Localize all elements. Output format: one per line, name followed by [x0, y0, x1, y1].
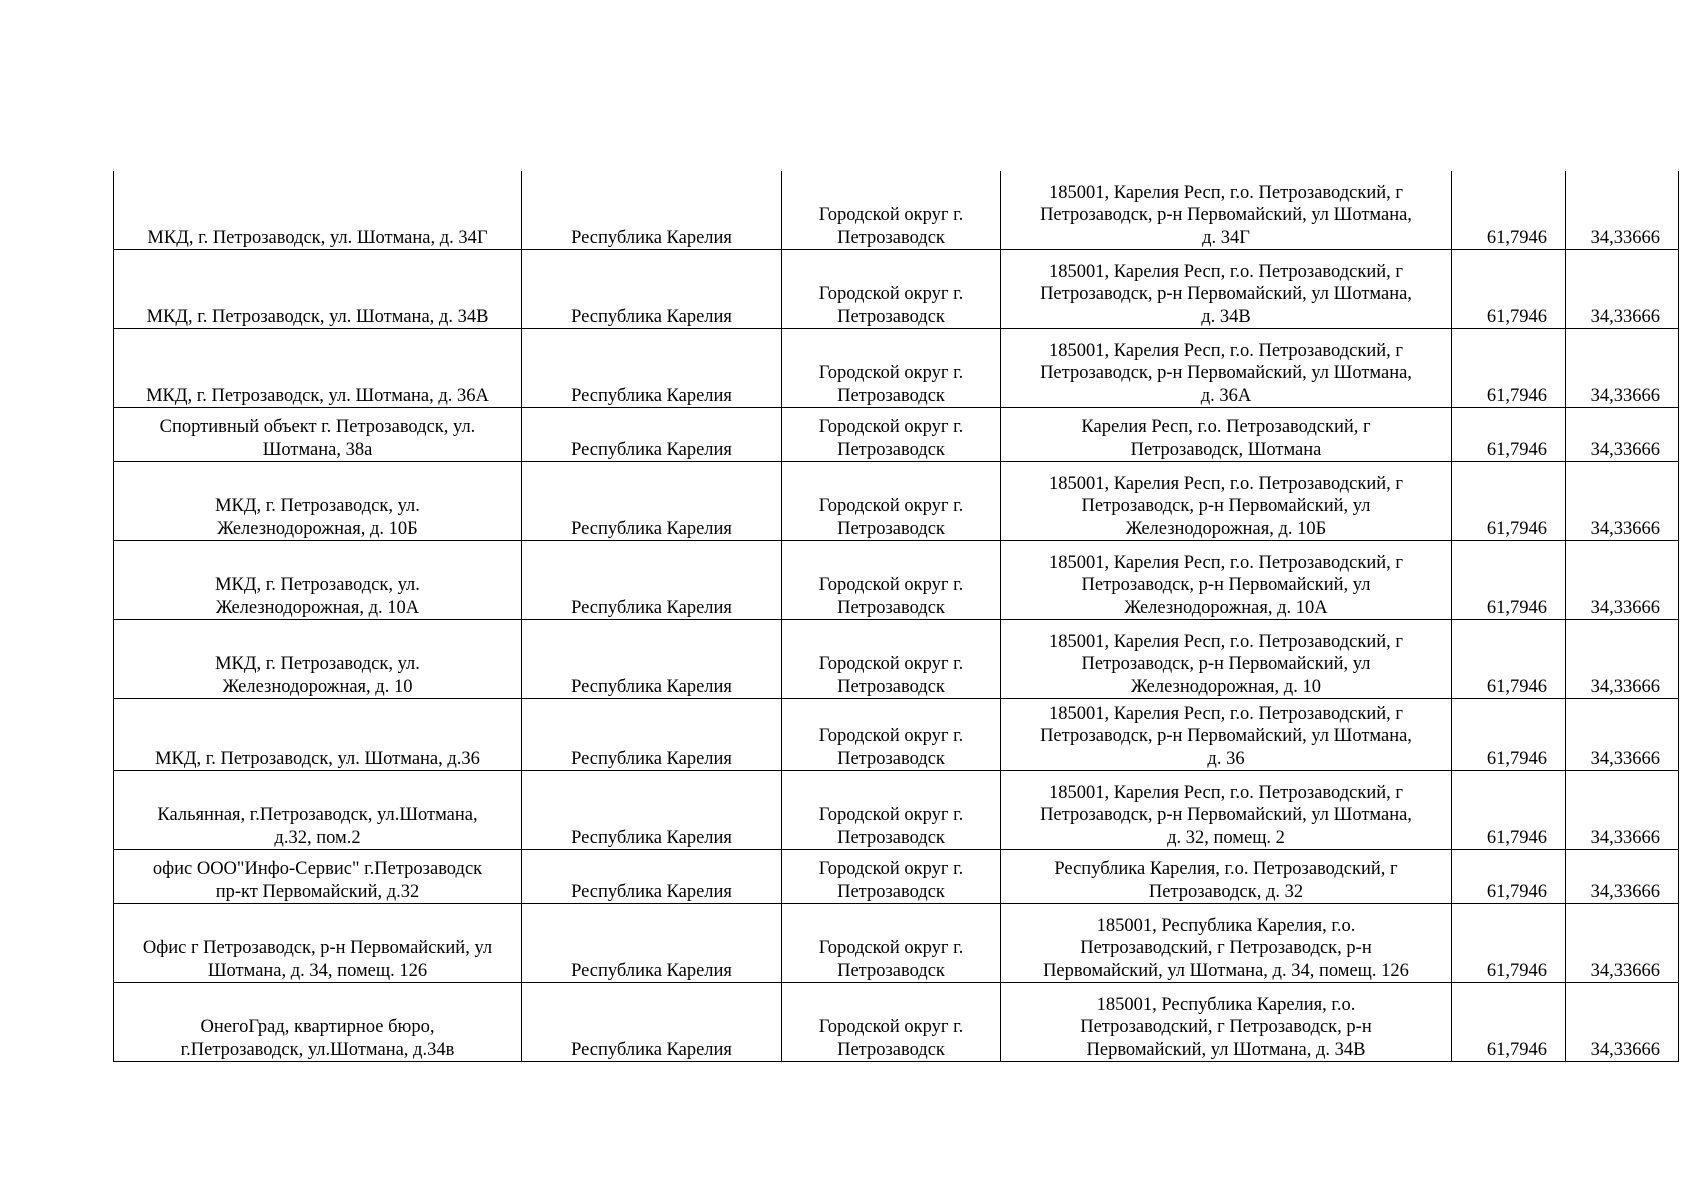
region-cell: Республика Карелия — [522, 983, 782, 1062]
objects-table — [113, 171, 1679, 1062]
region-cell: Республика Карелия — [522, 904, 782, 983]
address-cell: 185001, Карелия Респ, г.о. Петрозаводский, г Петрозаводск, р-н Первомайский, ул Шотмана, д. 32, помещ. 2 — [1001, 771, 1452, 850]
longitude-cell: 34,33666 — [1566, 329, 1679, 408]
table-row — [114, 329, 1679, 408]
address-cell: 185001, Карелия Респ, г.о. Петрозаводский, г Петрозаводск, р-н Первомайский, ул Шотмана, д. 36А — [1001, 329, 1452, 408]
region-cell: Республика Карелия — [522, 171, 782, 250]
latitude-cell: 61,7946 — [1452, 462, 1566, 541]
object-name-cell: МКД, г. Петрозаводск, ул. Шотмана, д. 34Г — [114, 171, 522, 250]
table-row — [114, 462, 1679, 541]
object-name-cell: ОнегоГрад, квартирное бюро, г.Петрозаводск, ул.Шотмана, д.34в — [114, 983, 522, 1062]
municipality-cell: Городской округ г. Петрозаводск — [782, 541, 1001, 620]
latitude-cell: 61,7946 — [1452, 408, 1566, 462]
object-name-cell: офис ООО"Инфо-Сервис" г.Петрозаводск пр-кт Первомайский, д.32 — [114, 850, 522, 904]
municipality-cell: Городской округ г. Петрозаводск — [782, 983, 1001, 1062]
municipality-cell: Городской округ г. Петрозаводск — [782, 620, 1001, 699]
object-name-cell: Кальянная, г.Петрозаводск, ул.Шотмана, д.32, пом.2 — [114, 771, 522, 850]
municipality-cell: Городской округ г. Петрозаводск — [782, 904, 1001, 983]
municipality-cell: Городской округ г. Петрозаводск — [782, 699, 1001, 771]
municipality-cell: Городской округ г. Петрозаводск — [782, 771, 1001, 850]
region-cell: Республика Карелия — [522, 329, 782, 408]
object-name-cell: МКД, г. Петрозаводск, ул. Шотмана, д.36 — [114, 699, 522, 771]
address-cell: 185001, Карелия Респ, г.о. Петрозаводский, г Петрозаводск, р-н Первомайский, ул Железнодорожная, д. 10Б — [1001, 462, 1452, 541]
municipality-cell: Городской округ г. Петрозаводск — [782, 850, 1001, 904]
longitude-cell: 34,33666 — [1566, 904, 1679, 983]
region-cell: Республика Карелия — [522, 541, 782, 620]
address-cell: 185001, Карелия Респ, г.о. Петрозаводский, г Петрозаводск, р-н Первомайский, ул Железнодорожная, д. 10А — [1001, 541, 1452, 620]
address-cell: 185001, Карелия Респ, г.о. Петрозаводский, г Петрозаводск, р-н Первомайский, ул Шотмана, д. 34Г — [1001, 171, 1452, 250]
longitude-cell: 34,33666 — [1566, 171, 1679, 250]
table-row — [114, 904, 1679, 983]
address-cell: Республика Карелия, г.о. Петрозаводский, г Петрозаводск, д. 32 — [1001, 850, 1452, 904]
address-cell: 185001, Республика Карелия, г.о. Петрозаводский, г Петрозаводск, р-н Первомайский, ул Шотмана, д. 34В — [1001, 983, 1452, 1062]
longitude-cell: 34,33666 — [1566, 250, 1679, 329]
longitude-cell: 34,33666 — [1566, 462, 1679, 541]
table-row — [114, 541, 1679, 620]
document-page — [113, 171, 1679, 1062]
latitude-cell: 61,7946 — [1452, 983, 1566, 1062]
table-row — [114, 250, 1679, 329]
object-name-cell: МКД, г. Петрозаводск, ул. Шотмана, д. 36А — [114, 329, 522, 408]
latitude-cell: 61,7946 — [1452, 620, 1566, 699]
municipality-cell: Городской округ г. Петрозаводск — [782, 250, 1001, 329]
region-cell: Республика Карелия — [522, 699, 782, 771]
table-row — [114, 620, 1679, 699]
table-row — [114, 408, 1679, 462]
address-cell: Карелия Респ, г.о. Петрозаводский, г Петрозаводск, Шотмана — [1001, 408, 1452, 462]
table-row — [114, 983, 1679, 1062]
municipality-cell: Городской округ г. Петрозаводск — [782, 462, 1001, 541]
region-cell: Республика Карелия — [522, 620, 782, 699]
address-cell: 185001, Карелия Респ, г.о. Петрозаводский, г Петрозаводск, р-н Первомайский, ул Шотмана, д. 34В — [1001, 250, 1452, 329]
longitude-cell: 34,33666 — [1566, 983, 1679, 1062]
latitude-cell: 61,7946 — [1452, 541, 1566, 620]
latitude-cell: 61,7946 — [1452, 850, 1566, 904]
address-cell: 185001, Республика Карелия, г.о. Петрозаводский, г Петрозаводск, р-н Первомайский, ул Шотмана, д. 34, помещ. 126 — [1001, 904, 1452, 983]
longitude-cell: 34,33666 — [1566, 699, 1679, 771]
address-cell: 185001, Карелия Респ, г.о. Петрозаводский, г Петрозаводск, р-н Первомайский, ул Железнодорожная, д. 10 — [1001, 620, 1452, 699]
longitude-cell: 34,33666 — [1566, 771, 1679, 850]
object-name-cell: МКД, г. Петрозаводск, ул. Железнодорожная, д. 10А — [114, 541, 522, 620]
object-name-cell: МКД, г. Петрозаводск, ул. Шотмана, д. 34В — [114, 250, 522, 329]
latitude-cell: 61,7946 — [1452, 904, 1566, 983]
latitude-cell: 61,7946 — [1452, 329, 1566, 408]
object-name-cell: Офис г Петрозаводск, р-н Первомайский, ул Шотмана, д. 34, помещ. 126 — [114, 904, 522, 983]
region-cell: Республика Карелия — [522, 850, 782, 904]
municipality-cell: Городской округ г. Петрозаводск — [782, 408, 1001, 462]
table-body — [114, 171, 1679, 1062]
table-row — [114, 171, 1679, 250]
table-row — [114, 850, 1679, 904]
region-cell: Республика Карелия — [522, 250, 782, 329]
table-row — [114, 699, 1679, 771]
object-name-cell: МКД, г. Петрозаводск, ул. Железнодорожная, д. 10 — [114, 620, 522, 699]
longitude-cell: 34,33666 — [1566, 620, 1679, 699]
longitude-cell: 34,33666 — [1566, 850, 1679, 904]
region-cell: Республика Карелия — [522, 462, 782, 541]
object-name-cell: Спортивный объект г. Петрозаводск, ул. Шотмана, 38а — [114, 408, 522, 462]
longitude-cell: 34,33666 — [1566, 541, 1679, 620]
table-row — [114, 771, 1679, 850]
address-cell: 185001, Карелия Респ, г.о. Петрозаводский, г Петрозаводск, р-н Первомайский, ул Шотмана, д. 36 — [1001, 699, 1452, 771]
latitude-cell: 61,7946 — [1452, 771, 1566, 850]
longitude-cell: 34,33666 — [1566, 408, 1679, 462]
object-name-cell: МКД, г. Петрозаводск, ул. Железнодорожная, д. 10Б — [114, 462, 522, 541]
municipality-cell: Городской округ г. Петрозаводск — [782, 329, 1001, 408]
latitude-cell: 61,7946 — [1452, 699, 1566, 771]
region-cell: Республика Карелия — [522, 771, 782, 850]
region-cell: Республика Карелия — [522, 408, 782, 462]
latitude-cell: 61,7946 — [1452, 171, 1566, 250]
latitude-cell: 61,7946 — [1452, 250, 1566, 329]
municipality-cell: Городской округ г. Петрозаводск — [782, 171, 1001, 250]
